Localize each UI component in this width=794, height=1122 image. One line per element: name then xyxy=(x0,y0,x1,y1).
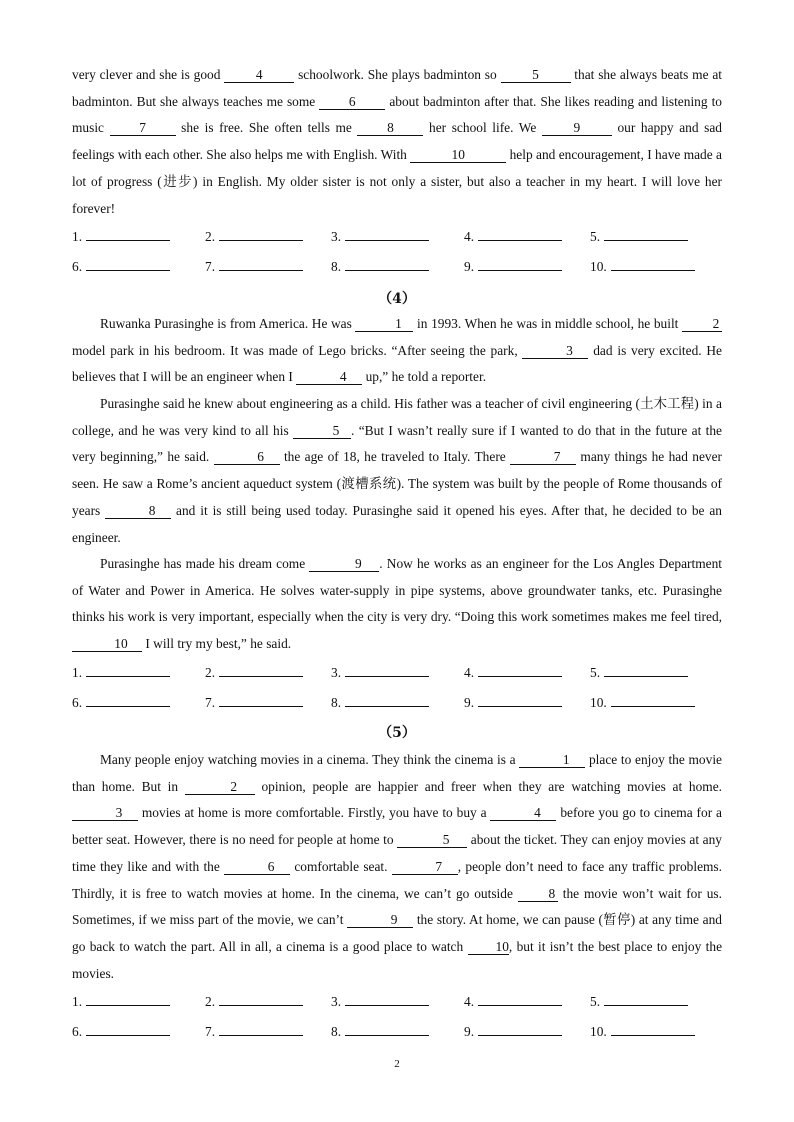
answer-slot[interactable]: 3. xyxy=(331,993,429,1010)
blank: 2 xyxy=(185,779,255,795)
blank: 5 xyxy=(397,832,467,848)
blank: 1 xyxy=(519,752,585,768)
blank: 4 xyxy=(224,67,294,83)
section4-title: （4） xyxy=(378,291,416,307)
answer-row xyxy=(72,664,722,684)
answer-slot[interactable]: 9. xyxy=(464,1023,562,1040)
answer-slot[interactable]: 10. xyxy=(590,258,695,275)
answer-slot[interactable]: 8. xyxy=(331,1023,429,1040)
blank: 9 xyxy=(309,556,379,572)
answer-slot[interactable]: 5. xyxy=(590,228,688,245)
section4-paragraph-1: Ruwanka Purasinghe is from America. He was 1 in 1993. When he was in middle school, he built 2 model park in his bedroom. It was made of Lego bricks. “After seeing the park, 3 dad is very excited. He believes that I will be an engineer when I 4 up,” he told a reporter. xyxy=(72,316,723,385)
answer-slot[interactable]: 6. xyxy=(72,1023,170,1040)
blank: 6 xyxy=(319,94,385,110)
answer-slot[interactable]: 10. xyxy=(590,694,695,711)
answer-slot[interactable]: 1. xyxy=(72,228,170,245)
blank: 5 xyxy=(293,423,351,439)
page-number: 2 xyxy=(394,1058,400,1070)
blank: 7 xyxy=(510,449,576,465)
answer-slot[interactable]: 2. xyxy=(205,993,303,1010)
blank: 6 xyxy=(224,859,290,875)
answer-slot[interactable]: 6. xyxy=(72,694,170,711)
answer-slot[interactable]: 3. xyxy=(331,664,429,681)
blank: 1 xyxy=(355,316,413,332)
answer-row xyxy=(72,258,722,278)
section3-paragraph: very clever and she is good 4 schoolwork. She plays badminton so 5 that she always beats me at badminton. But she always teaches me some 6 about badminton after that. She likes reading and listening to music 7 she is free. She often tells me 8 her school life. We 9 our happy and sad feelings with each other. She also helps me with English. With 10 help and encouragement, I have made a lot of progress (进步) in English. My older sister is not only a sister, but also a teacher in my heart. I will love her forever! xyxy=(72,67,723,216)
section5-paragraph-1: Many people enjoy watching movies in a cinema. They think the cinema is a 1 place to enjoy the movie than home. But in 2 opinion, people are happier and freer when they are watching movies at home. 3 movies at home is more comfortable. Firstly, you have to buy a 4 before you go to cinema for a better seat. However, there is no need for people at home to 5 about the ticket. They can enjoy movies at any time they like and with the 6 comfortable seat. 7 , people don’t need to face any traffic problems. Thirdly, it is free to watch movies at home. In the cinema, we can’t go outside 8 the movie won’t wait for us. Sometimes, if we miss part of the movie, we can’t 9 the story. At home, we can pause (暂停) at any time and go back to watch the part. All in all, a cinema is a good place to watch 10, but it isn’t the best place to enjoy the movies. xyxy=(72,752,723,981)
blank: 9 xyxy=(542,120,612,136)
answer-slot[interactable]: 6. xyxy=(72,258,170,275)
blank: 8 xyxy=(518,886,558,902)
answer-slot[interactable]: 5. xyxy=(590,993,688,1010)
answer-slot[interactable]: 1. xyxy=(72,664,170,681)
blank: 6 xyxy=(214,449,280,465)
answer-slot[interactable]: 10. xyxy=(590,1023,695,1040)
answer-slot[interactable]: 4. xyxy=(464,228,562,245)
answer-row xyxy=(72,694,722,714)
blank: 10 xyxy=(468,939,509,955)
answer-slot[interactable]: 9. xyxy=(464,258,562,275)
answer-slot[interactable]: 4. xyxy=(464,664,562,681)
blank: 7 xyxy=(110,120,176,136)
answer-slot[interactable]: 7. xyxy=(205,258,303,275)
answer-slot[interactable]: 9. xyxy=(464,694,562,711)
answer-slot[interactable]: 1. xyxy=(72,993,170,1010)
answer-slot[interactable]: 7. xyxy=(205,1023,303,1040)
blank: 2 xyxy=(682,316,722,332)
answer-slot[interactable]: 2. xyxy=(205,228,303,245)
blank: 10 xyxy=(72,636,142,652)
answer-slot[interactable]: 3. xyxy=(331,228,429,245)
section5-title: （5） xyxy=(378,725,416,741)
blank: 3 xyxy=(522,343,588,359)
answer-row xyxy=(72,228,722,248)
section4-paragraph-3: Purasinghe has made his dream come 9 . Now he works as an engineer for the Los Angles Department of Water and Power in America. He solves water-supply in pipe systems, above groundwater tanks, etc. Purasinghe thinks his work is very important, especially when the city is very dry. “Doing this work sometimes makes me feel tired, 10 I will try my best,” he said. xyxy=(72,556,722,652)
answer-slot[interactable]: 8. xyxy=(331,258,429,275)
blank: 9 xyxy=(347,912,413,928)
answer-slot[interactable]: 8. xyxy=(331,694,429,711)
section4-paragraph-2: Purasinghe said he knew about engineering as a child. His father was a teacher of civil engineering (土木工程) in a college, and he was very kind to all his 5 . “But I wasn’t really sure if I wanted to do that in the future at the very beginning,” he said. 6 the age of 18, he traveled to Italy. There 7 many things he had never seen. He saw a Rome’s ancient aqueduct system (渡槽系统). The system was built by the people of Rome thousands of years 8 and it is still being used today. Purasinghe said it opened his eyes. After that, he decided to be an engineer. xyxy=(72,396,723,545)
blank: 5 xyxy=(501,67,571,83)
answer-slot[interactable]: 7. xyxy=(205,694,303,711)
blank: 4 xyxy=(490,805,556,821)
blank: 8 xyxy=(105,503,171,519)
answer-row xyxy=(72,993,722,1013)
answer-row xyxy=(72,1023,722,1043)
blank: 7 xyxy=(392,859,458,875)
blank: 10 xyxy=(410,147,506,163)
blank: 4 xyxy=(296,369,362,385)
answer-slot[interactable]: 5. xyxy=(590,664,688,681)
blank: 3 xyxy=(72,805,138,821)
answer-slot[interactable]: 4. xyxy=(464,993,562,1010)
blank: 8 xyxy=(357,120,423,136)
answer-slot[interactable]: 2. xyxy=(205,664,303,681)
